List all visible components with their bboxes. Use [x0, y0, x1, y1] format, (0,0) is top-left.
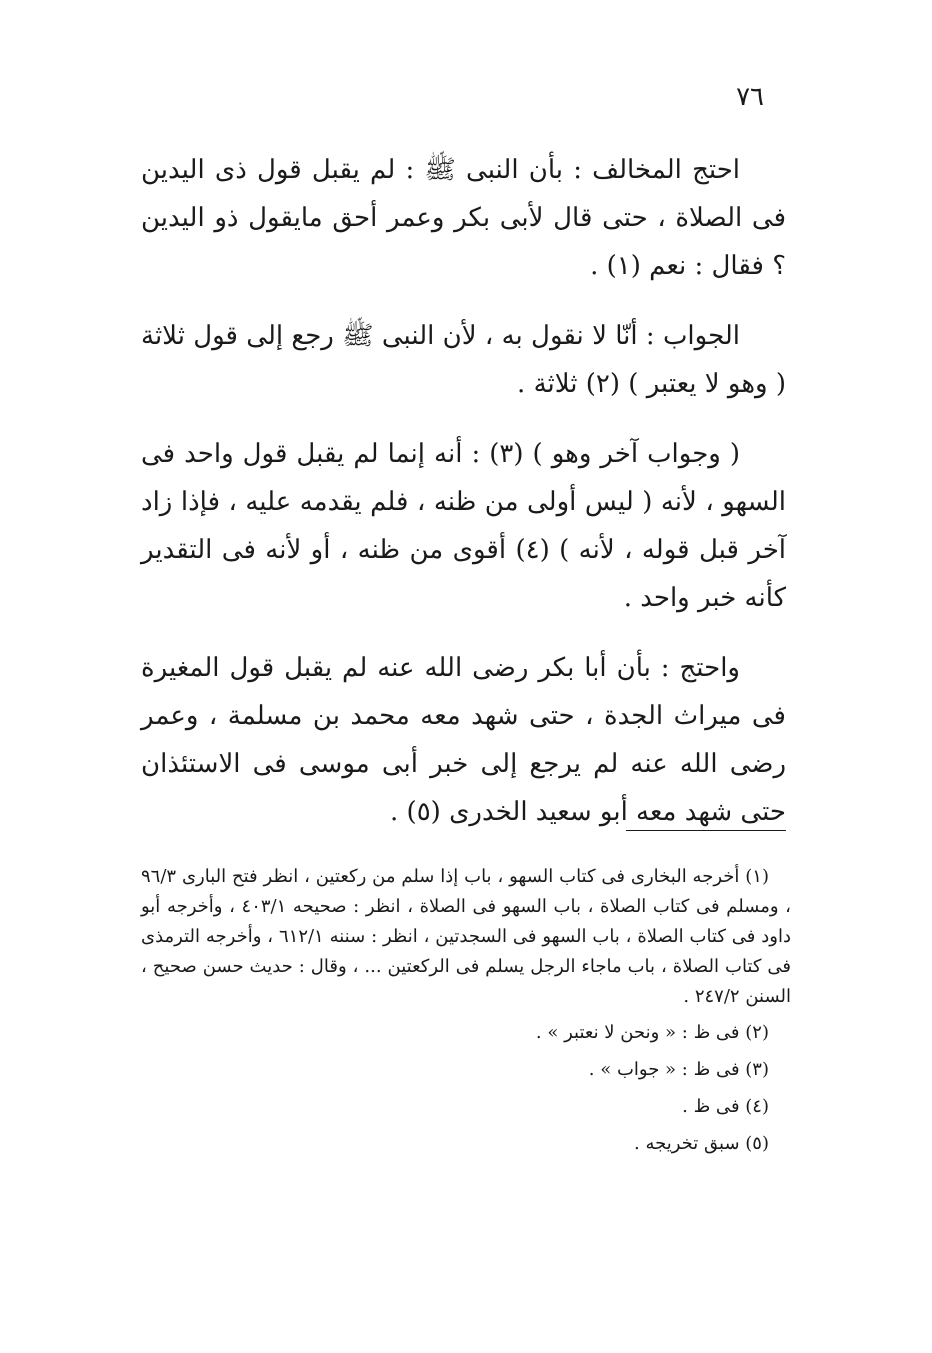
- paragraph-second-answer: ( وجواب آخر وهو ) (٣) : أنه إنما لم يقبل قول واحد فى السهو ، لأنه ( ليس أولى من ظنه ، فلم يقدمه عليه ، فإذا زاد آخر قبل قوله ، لأنه ) (٤) أقوى من ظنه ، أو لأنه فى التقدير كأنه خبر واحد .: [141, 439, 786, 613]
- footnote-5: (٥) سبق تخريجه .: [634, 1133, 769, 1154]
- paragraph-answer: الجواب : أنّا لا نقول به ، لأن النبى ﷺ رجع إلى قول ثلاثة ( وهو لا يعتبر ) (٢) ثلاثة .: [141, 321, 786, 399]
- footnote-1: (١) أخرجه البخارى فى كتاب السهو ، باب إذا سلم من ركعتين ، انظر فتح البارى ٩٦/٣ ، ومسلم فى كتاب الصلاة ، باب السهو فى الصلاة ، انظر : صحيحه ٤٠٣/١ ، وأخرجه أبو داود فى كتاب الصلاة ، باب السهو فى السجدتين ، انظر : سننه ٦١٢/١ ، وأخرجه الترمذى فى كتاب الصلاة ، باب ماجاء الرجل يسلم فى الركعتين ... ، وقال : حديث حسن صحيح ، السنن ٢٤٧/٢ .: [141, 866, 792, 1007]
- footnote-2: (٢) فى ظ : « ونحن لا نعتبر » .: [535, 1022, 769, 1043]
- paragraph-further-objection: واحتج : بأن أبا بكر رضى الله عنه لم يقبل قول المغيرة فى ميراث الجدة ، حتى شهد معه محمد بن مسلمة ، وعمر رضى الله عنه لم يرجع إلى خبر أبى موسى فى الاستئذان حتى شهد معه أبو سعيد الخدرى (٥) .: [141, 653, 786, 827]
- footnote-separator: [626, 830, 786, 831]
- paragraph-objection: احتج المخالف : بأن النبى ﷺ : لم يقبل قول ذى اليدين فى الصلاة ، حتى قال لأبى بكر وعمر أحق مايقول ذو اليدين ؟ فقال : نعم (١) .: [141, 155, 786, 281]
- footnote-3: (٣) فى ظ : « جواب » .: [588, 1059, 769, 1080]
- footnote-4: (٤) فى ظ .: [682, 1096, 769, 1117]
- page-number: ٧٦: [736, 82, 764, 112]
- footnotes: [141, 862, 791, 1166]
- main-text: [141, 146, 786, 858]
